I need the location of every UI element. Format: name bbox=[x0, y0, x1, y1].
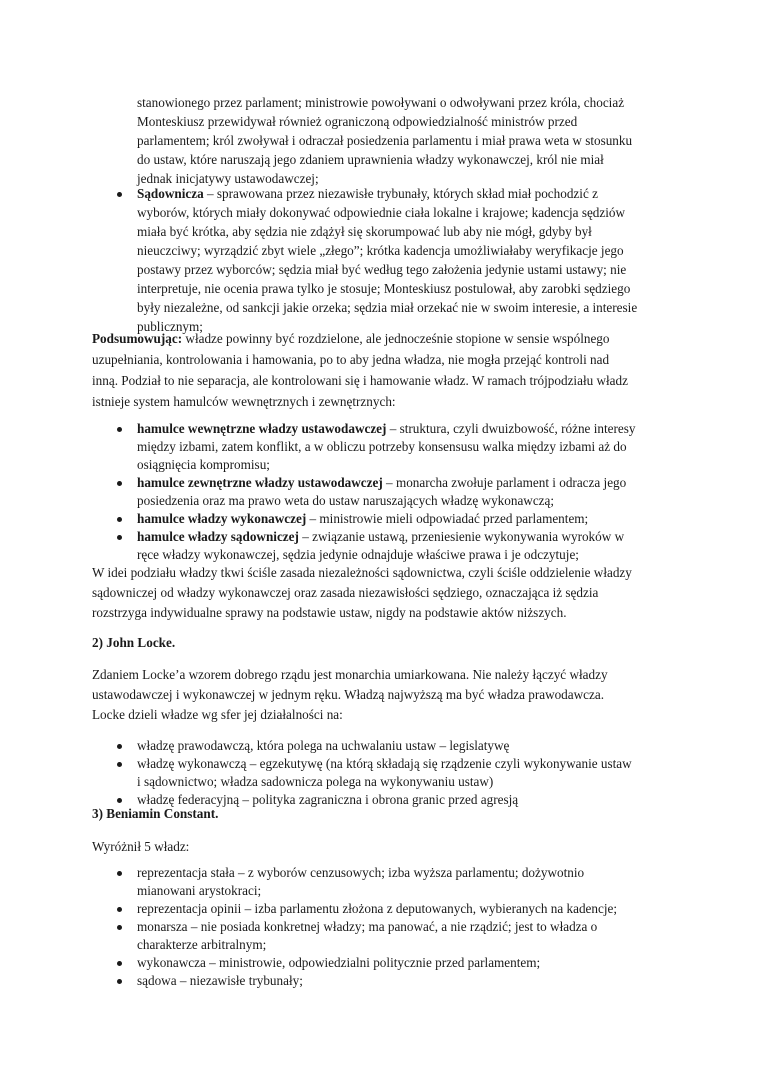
text-span: – struktura, czyli dwuizbowość, różne interesy bbox=[386, 421, 636, 436]
section-heading bbox=[92, 634, 175, 652]
text-line: Monteskiusz przewidywał również ograniczoną odpowiedzialność ministrów przed bbox=[137, 114, 578, 129]
list-item: władzę federacyjną – polityka zagraniczna i obrona granic przed agresją bbox=[137, 792, 519, 807]
text-line: Wyróżnił 5 władz: bbox=[92, 839, 190, 854]
list-item: wykonawcza – ministrowie, odpowiedzialni politycznie przed parlamentem; bbox=[137, 955, 541, 970]
bullet-icon bbox=[117, 481, 122, 486]
term-label: hamulce władzy wykonawczej bbox=[137, 511, 307, 526]
bullet-icon bbox=[117, 192, 122, 197]
summary-label: Podsumowując: bbox=[92, 331, 183, 346]
text-line: parlamentem; król zwoływał i odraczał posiedzenia parlamentu i miał prawa weta w stosunku bbox=[137, 133, 633, 148]
text-line: uzupełniania, kontrolowania i hamowania, po to aby jedna władza, nie mogła przejąć kontroli nad bbox=[92, 352, 610, 367]
term-label: hamulce zewnętrzne władzy ustawodawczej bbox=[137, 475, 383, 490]
text-line: charakterze arbitralnym; bbox=[137, 937, 267, 952]
text-line: publicznym; bbox=[137, 319, 203, 334]
term-label: hamulce wewnętrzne władzy ustawodawczej bbox=[137, 421, 387, 436]
text-span: – monarcha zwołuje parlament i odracza jego bbox=[382, 475, 627, 490]
text-line: ręce władzy wykonawczej, sędzia jedynie odnajduje właściwe prawa i je odczytuje; bbox=[137, 547, 579, 562]
text-line: stanowionego przez parlament; ministrowie powoływani o odwoływani przez króla, chociaż bbox=[137, 95, 625, 110]
text-span: – ministrowie mieli odpowiadać przed parlamentem; bbox=[306, 511, 589, 526]
text-line: ustawodawczej i wykonawczej w jednym ręku. Władzą najwyższą ma być władza prawodawcza. bbox=[92, 687, 605, 702]
bullet-icon bbox=[117, 427, 122, 432]
text-line: i sądownictwo; władza sadownicza polega na wykonywaniu ustaw) bbox=[137, 774, 494, 789]
text-line: między izbami, zatem konflikt, a w obliczu potrzeby konsensusu walka między izbami aż do bbox=[137, 439, 627, 454]
bullet-icon bbox=[117, 961, 122, 966]
text-line bbox=[137, 528, 624, 546]
bullet-icon bbox=[117, 979, 122, 984]
text-line: W idei podziału władzy tkwi ściśle zasada niezależności sądownictwa, czyli ściśle oddzielenie władzy bbox=[92, 565, 632, 580]
bullet-icon bbox=[117, 744, 122, 749]
bullet-icon bbox=[117, 925, 122, 930]
list-item: władzę prawodawczą, która polega na uchwalaniu ustaw – legislatywę bbox=[137, 738, 510, 753]
heading-text: 2) John Locke. bbox=[92, 635, 176, 650]
text-span: władze powinny być rozdzielone, ale jednocześnie stopione w sensie wspólnego bbox=[182, 331, 610, 346]
text-line bbox=[137, 420, 635, 438]
heading-text: 3) Beniamin Constant. bbox=[92, 806, 219, 821]
text-line: do ustaw, które naruszają jego zdaniem uprawnienia władzy wykonawczej, król nie miał bbox=[137, 152, 604, 167]
text-line bbox=[137, 510, 588, 528]
list-item: władzę wykonawczą – egzekutywę (na którą składają się rządzenie czyli wykonywanie ustaw bbox=[137, 756, 632, 771]
bullet-icon bbox=[117, 871, 122, 876]
bullet-icon bbox=[117, 517, 122, 522]
text-line: miała być krótka, aby sędzia nie zdążył się skorumpować lub aby nie mógł, gdyby był bbox=[137, 224, 592, 239]
list-item: monarsza – nie posiada konkretnej władzy; ma panować, a nie rządzić; jest to władza o bbox=[137, 919, 598, 934]
term-label: hamulce władzy sądowniczej bbox=[137, 529, 299, 544]
section-heading bbox=[92, 805, 218, 823]
text-span: – sprawowana przez niezawisłe trybunały, których skład miał pochodzić z bbox=[203, 186, 598, 201]
text-line bbox=[137, 474, 626, 492]
bullet-icon bbox=[117, 535, 122, 540]
text-line: sądowniczej od władzy wykonawczej oraz zasada niezawisłości sędziego, oznaczająca iż sędzia bbox=[92, 585, 599, 600]
text-line: jednak inicjatywy ustawodawczej; bbox=[137, 171, 319, 186]
text-line: Locke dzieli władze wg sfer jej działalności na: bbox=[92, 707, 343, 722]
bullet-icon bbox=[117, 762, 122, 767]
bullet-icon bbox=[117, 798, 122, 803]
text-line: mianowani arystokraci; bbox=[137, 883, 262, 898]
text-line: rozstrzyga indywidualne sprawy na podstawie ustaw, nigdy na podstawie aktów niższych. bbox=[92, 605, 567, 620]
bullet-icon bbox=[117, 907, 122, 912]
text-line: posiedzenia oraz ma prawo weta do ustaw naruszających władzę wykonawczą; bbox=[137, 493, 555, 508]
list-item: sądowa – niezawisłe trybunały; bbox=[137, 973, 303, 988]
text-line: istnieje system hamulców wewnętrznych i zewnętrznych: bbox=[92, 394, 396, 409]
text-span: – związanie ustawą, przeniesienie wykonywania wyroków w bbox=[298, 529, 625, 544]
text-line: były niezależne, od sankcji jakie orzeka; sędzia miał orzekać nie w swoim interesie, a interesie bbox=[137, 300, 638, 315]
list-item: reprezentacja stała – z wyborów cenzusowych; izba wyższa parlamentu; dożywotnio bbox=[137, 865, 585, 880]
text-line bbox=[137, 185, 598, 203]
text-line: postawy przez wyborców; sędzia miał być według tego założenia jedynie ustami ustawy; nie bbox=[137, 262, 627, 277]
text-line bbox=[92, 330, 610, 348]
text-line: nieuczciwy; wyrządzić zbyt wiele „złego”; krótka kadencja umożliwiałaby weryfikacje jego bbox=[137, 243, 624, 258]
text-line: Zdaniem Locke’a wzorem dobrego rządu jest monarchia umiarkowana. Nie należy łączyć władzy bbox=[92, 667, 608, 682]
text-line: interpretuje, nie ocenia prawa tylko je stosuje; Monteskiusz postulował, aby zarobki sędziego bbox=[137, 281, 631, 296]
list-item: reprezentacja opinii – izba parlamentu złożona z deputowanych, wybieranych na kadencje; bbox=[137, 901, 618, 916]
text-line: wyborów, których miały dokonywać odpowiednie ciała lokalne i krajowe; kadencja sędziów bbox=[137, 205, 626, 220]
text-line: osiągnięcia kompromisu; bbox=[137, 457, 270, 472]
text-line: inną. Podział to nie separacja, ale kontrolowani się i hamowanie władz. W ramach trójpodziału władz bbox=[92, 373, 628, 388]
term-label: Sądownicza bbox=[137, 186, 204, 201]
